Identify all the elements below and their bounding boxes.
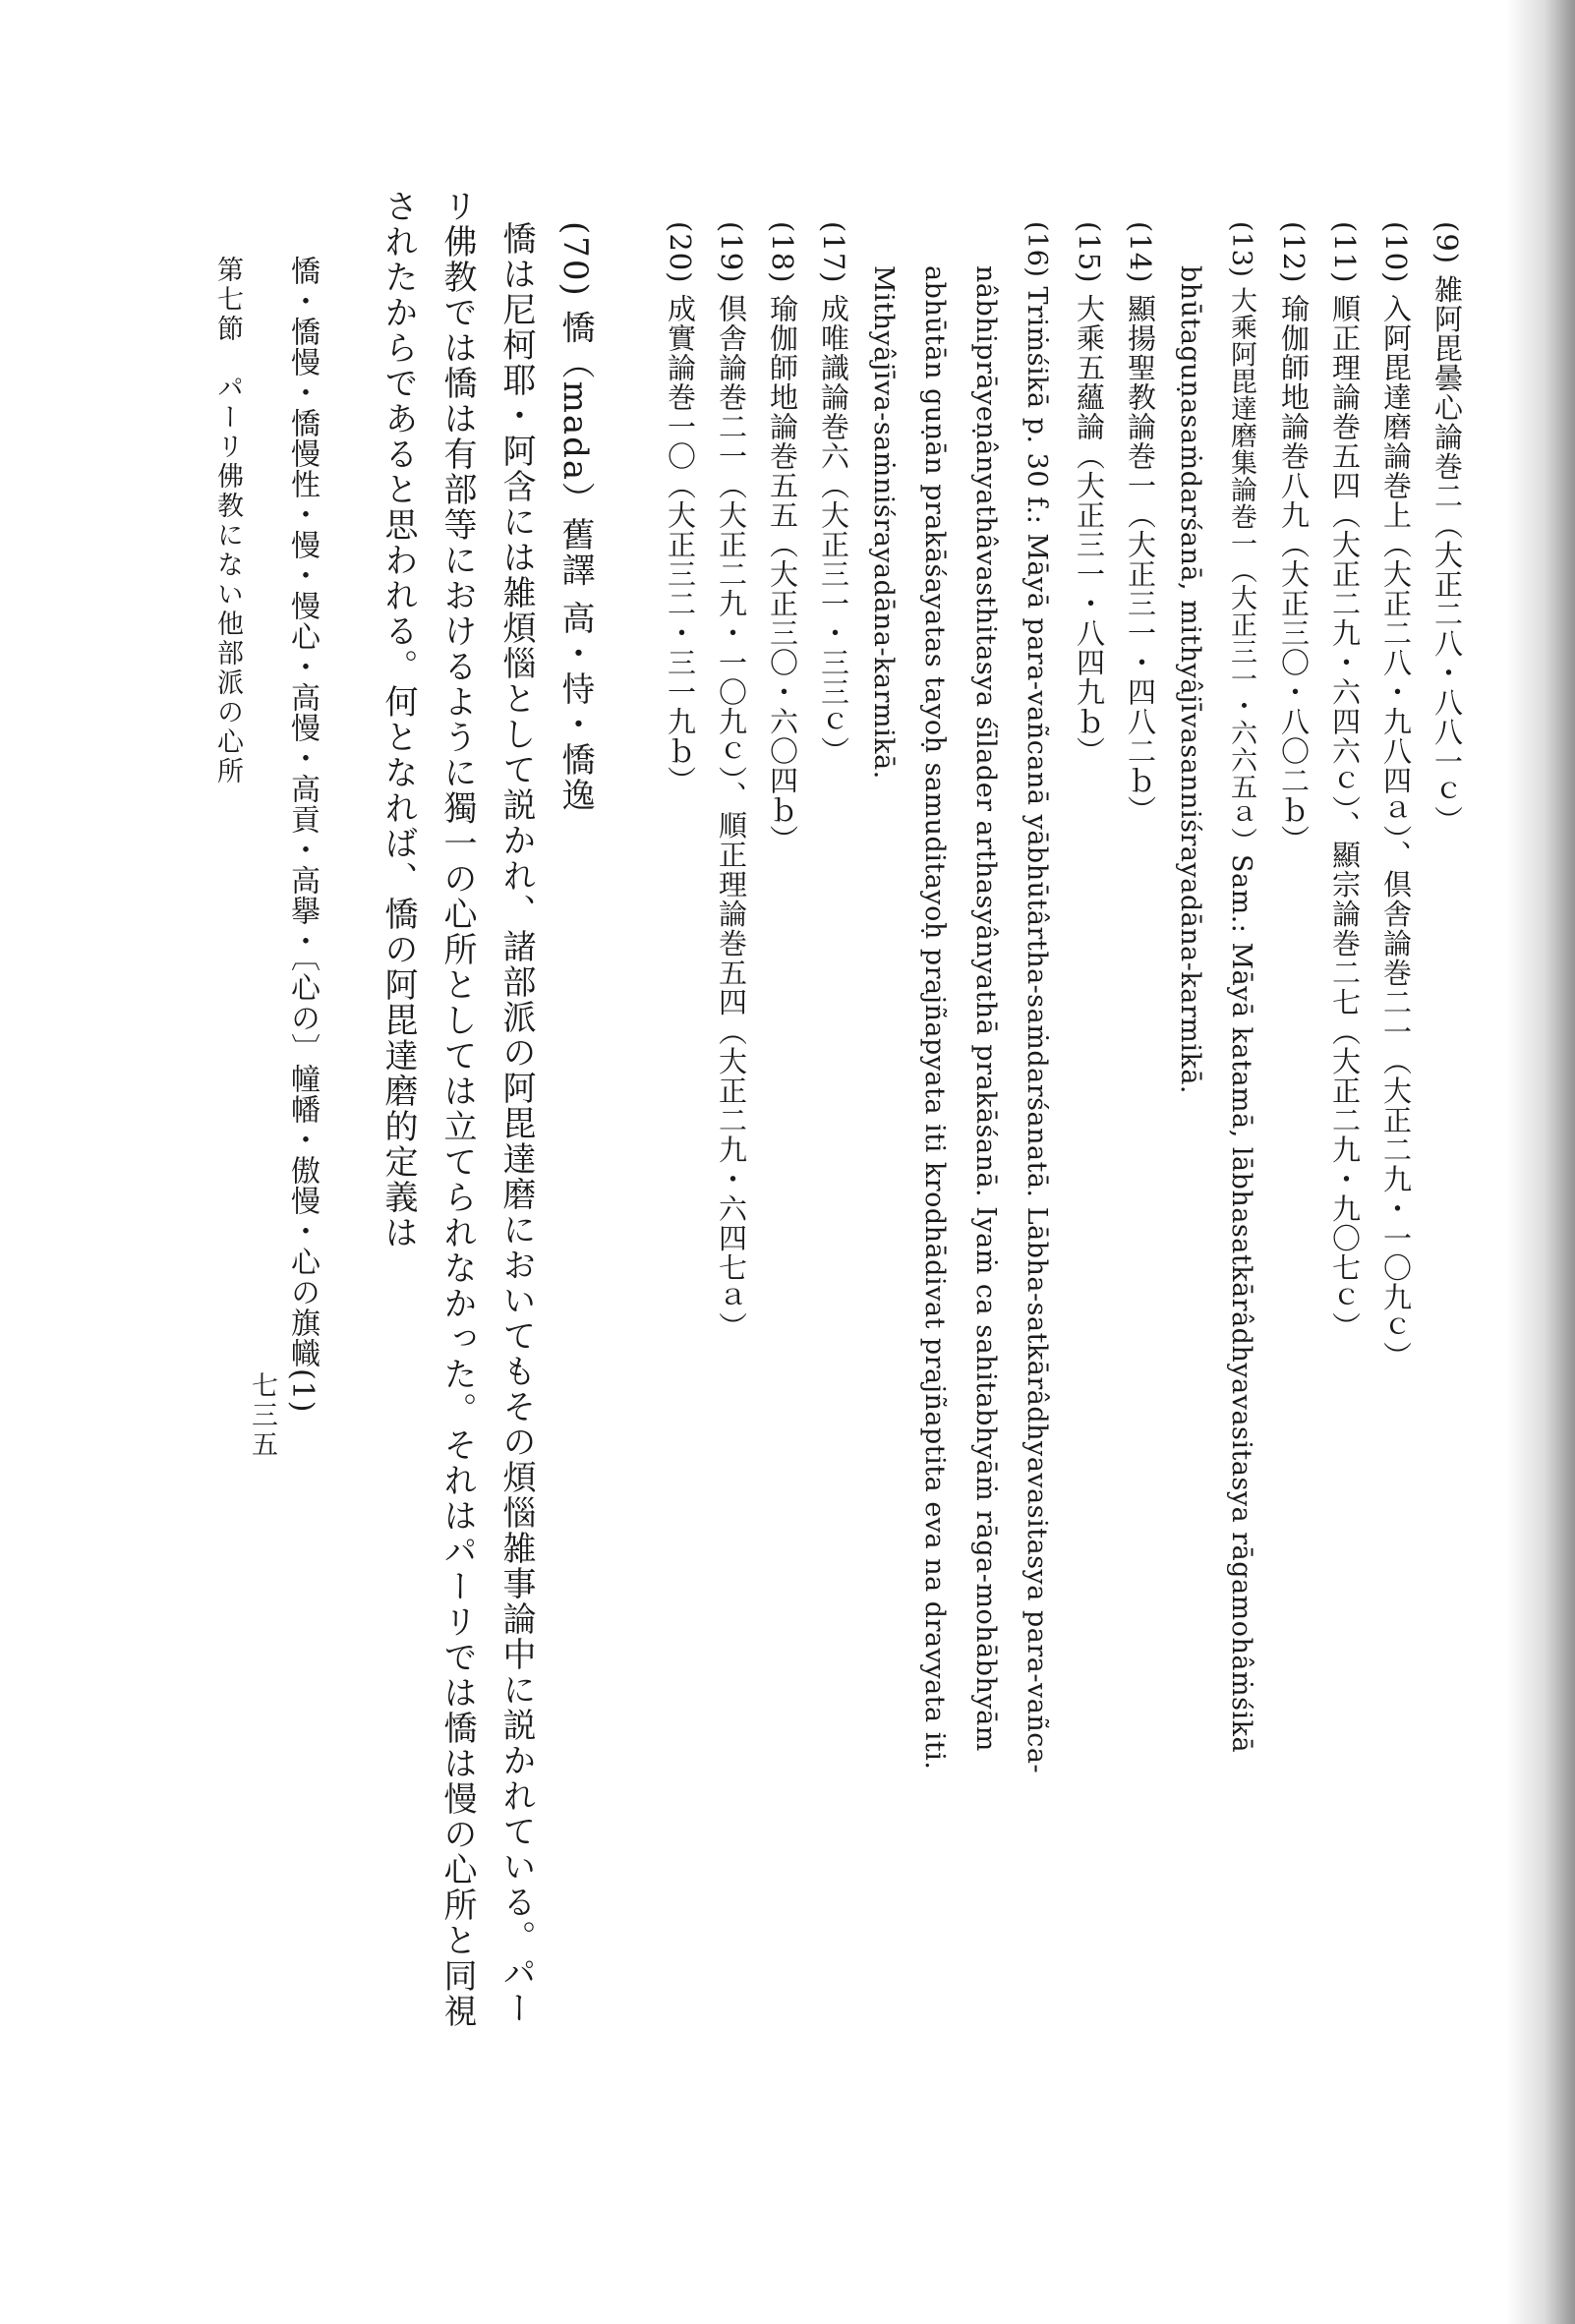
note-20: (20) 成實論巻一〇（大正三二・三一九ｂ） xyxy=(664,221,697,795)
note-9: (9) 雑阿毘曇心論巻二（大正二八・八八一ｃ） xyxy=(1430,221,1464,836)
note-19: (19) 倶舎論巻二一（大正二九・一〇九ｃ）、順正理論巻五四（大正二九・六四七ａ） xyxy=(715,221,748,1342)
definition-list: 憍・憍慢・憍慢性・慢・慢心・高慢・高貢・高擧・〔心の〕幢幡・傲慢・心の旗幟(1) xyxy=(285,256,320,1414)
note-15: (15) 大乘五蘊論（大正三一・八四九ｂ） xyxy=(1073,221,1106,766)
note-16-cont-3: Mithyâjīva-saṁniśrayadāna-karmikā. xyxy=(868,265,899,780)
page-number: 七三五 xyxy=(247,1371,277,1460)
note-13-cont: bhūtaguṇasaṁdarśanā, mithyâjīvasanniśrayadāna-karmikā. xyxy=(1175,265,1205,1095)
note-17: (17) 成唯識論巻六（大正三一・三三ｃ） xyxy=(817,221,850,766)
note-16-cont-2: abhūtān guṇān prakāśayatas tayoḥ samuditayoḥ prajñapyata iti krodhādivat prajñaptita eva na dravyata iti. xyxy=(919,265,950,1771)
note-16: (16) Triṁśikā p. 30 f.: Māyā para-vañcanā yābhūtârtha-saṁdarśanatā. Lābha-satkārâdhyavasitasya para-vañca- xyxy=(1021,221,1052,1774)
paragraph-line-1: 憍は尼柯耶・阿含には雑煩惱として説かれ、諸部派の阿毘達磨においてもその煩惱雑事論中に説かれている。パー xyxy=(496,221,536,2026)
note-11: (11) 順正理論巻五四（大正二九・六四六ｃ）、顯宗論巻二七（大正二九・九〇七ｃ） xyxy=(1328,221,1362,1342)
note-18: (18) 瑜伽師地論巻五五（大正三〇・六〇四ｂ） xyxy=(766,221,799,854)
section-heading: (70) 憍（mada）舊譯 高・恃・憍逸 xyxy=(555,221,595,813)
note-14: (14) 顯揚聖教論巻一（大正三一・四八二ｂ） xyxy=(1124,221,1157,825)
scan-edge-shadow xyxy=(1506,0,1575,2324)
note-13: (13) 大乘阿毘達磨集論巻一（大正三一・六六五ａ）Sam.: Māyā katamā, lābhasatkārâdhyavasitasya rāgamohâṁśikā xyxy=(1226,221,1256,1754)
note-10: (10) 入阿毘達磨論巻上（大正二八・九八四ａ）、倶舎論巻二一（大正二九・一〇九ｃ） xyxy=(1379,221,1413,1371)
page-footer: 第七節 パーリ佛教にない他部派の心所 xyxy=(212,256,243,786)
note-12: (12) 瑜伽師地論巻八九（大正三〇・八〇二ｂ） xyxy=(1277,221,1311,854)
paragraph-line-3: されたからであると思われる。何となれば、憍の阿毘達磨的定義は xyxy=(379,189,418,1250)
note-16-cont-1: nâbhiprāyeṇânyathâvasthitasya śīlader arthasyânyathā prakāśanā. Iyaṁ ca sahitabhyāṁ rāga-mohābhyām xyxy=(970,265,1001,1752)
paragraph-line-2: リ佛教では憍は有部等におけるように獨一の心所としては立てられなかった。それはパーリでは憍は慢の心所と同視 xyxy=(438,189,477,2029)
